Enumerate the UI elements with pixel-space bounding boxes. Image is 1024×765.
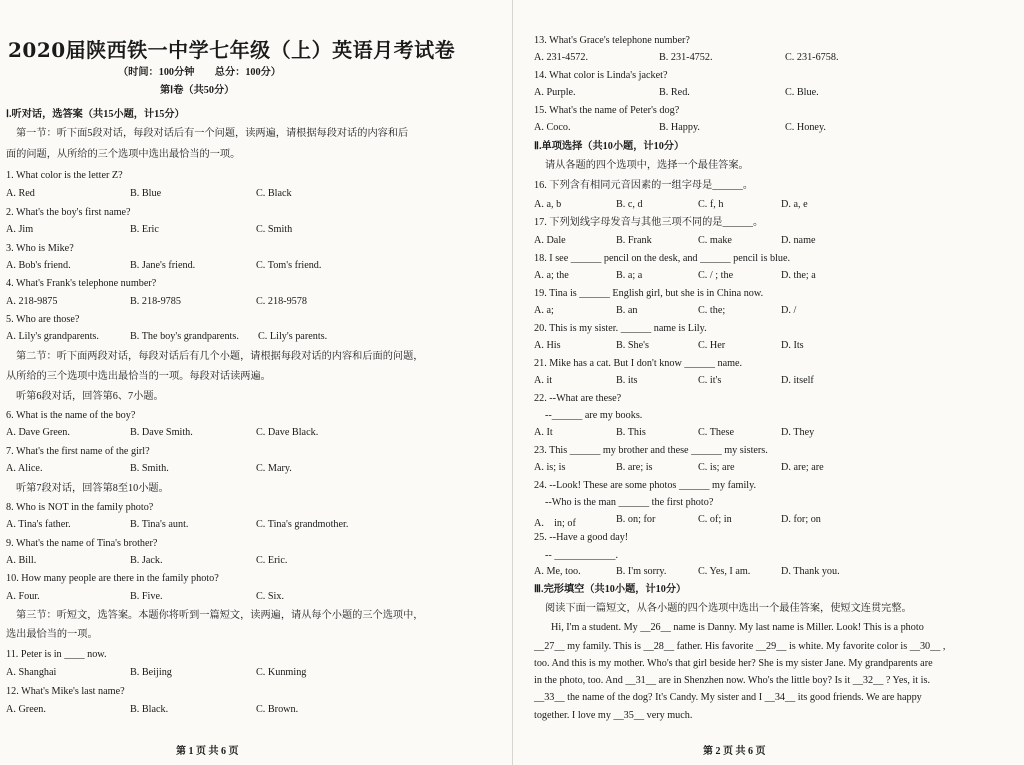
q14-option-a: A. Purple.	[534, 87, 576, 98]
q24-option-a: A. in; of	[534, 518, 576, 529]
q5-option-a: A. Lily's grandparents.	[6, 331, 99, 342]
part3-intro-1: 第三节：听短文，选答案。本题你将听到一篇短文，读两遍，请从每个小题的三个选项中，	[16, 610, 424, 621]
question-10-stem: 10. How many people are there in the family photo?	[6, 573, 219, 584]
section1-header: Ⅰ.听对话，选答案（共15小题，计15分）	[6, 109, 185, 120]
q6-option-c: C. Dave Black.	[256, 427, 319, 438]
q20-option-d: D. Its	[781, 340, 804, 351]
q8-option-b: B. Tina's aunt.	[130, 519, 189, 530]
question-1-stem: 1. What color is the letter Z?	[6, 170, 123, 181]
q25-option-b: B. I'm sorry.	[616, 566, 667, 577]
section3-intro: 阅读下面一篇短文，从各小题的四个选项中选出一个最佳答案，使短文连贯完整。	[545, 603, 912, 614]
q11-option-c: C. Kunming	[256, 667, 307, 678]
passage-line-5: __33__ the name of the dog? It's Candy. My sister and I __34__ its good friends. We are happy	[534, 692, 922, 703]
q19-option-d: D. /	[781, 305, 797, 316]
question-22-stem-2: --______ are my books.	[545, 410, 643, 421]
q24-option-d: D. for; on	[781, 514, 821, 525]
q9-option-a: A. Bill.	[6, 555, 37, 566]
q21-option-d: D. itself	[781, 375, 814, 386]
q7-option-c: C. Mary.	[256, 463, 292, 474]
q18-option-d: D. the; a	[781, 270, 816, 281]
q17-option-a: A. Dale	[534, 235, 566, 246]
q9-option-b: B. Jack.	[130, 555, 163, 566]
question-3-stem: 3. Who is Mike?	[6, 243, 74, 254]
question-21-stem: 21. Mike has a cat. But I don't know ______ name.	[534, 358, 743, 369]
exam-page-2	[512, 0, 1024, 765]
question-5-stem: 5. Who are those?	[6, 314, 80, 325]
question-11-stem: 11. Peter is in ____ now.	[6, 649, 107, 660]
question-12-stem: 12. What's Mike's last name?	[6, 686, 125, 697]
q22-option-c: C. These	[698, 427, 735, 438]
q22-option-d: D. They	[781, 427, 815, 438]
exam-title: 2020届陕西铁一中学七年级（上）英语月考试卷	[8, 38, 456, 62]
q14-option-b: B. Red.	[659, 87, 690, 98]
part2-intro-2: 从所给的三个选项中选出最恰当的一项。每段对话读两遍。	[6, 371, 271, 382]
question-16-stem: 16. 下列含有相同元音因素的一组字母是______。	[534, 180, 754, 191]
q15-option-a: A. Coco.	[534, 122, 571, 133]
question-4-stem: 4. What's Frank's telephone number?	[6, 278, 157, 289]
q25-option-d: D. Thank you.	[781, 566, 840, 577]
q4-option-b: B. 218-9785	[130, 296, 181, 307]
q4-option-a: A. 218-9875	[6, 296, 58, 307]
question-22-stem: 22. --What are these?	[534, 393, 622, 404]
q10-option-c: C. Six.	[256, 591, 285, 602]
q4-option-c: C. 218-9578	[256, 296, 307, 307]
q20-option-c: C. Her	[698, 340, 726, 351]
q23-option-b: B. are; is	[616, 462, 653, 473]
q16-option-c: C. f, h	[698, 199, 724, 210]
q12-option-c: C. Brown.	[256, 704, 299, 715]
q16-option-b: B. c, d	[616, 199, 643, 210]
q3-option-c: C. Tom's friend.	[256, 260, 322, 271]
q9-option-c: C. Eric.	[256, 555, 288, 566]
q21-option-c: C. it's	[698, 375, 722, 386]
question-15-stem: 15. What's the name of Peter's dog?	[534, 105, 680, 116]
q25-option-c: C. Yes, I am.	[698, 566, 751, 577]
section2-intro: 请从各题的四个选项中，选择一个最佳答案。	[545, 160, 749, 171]
section2-header: Ⅱ.单项选择（共10小题，计10分）	[534, 141, 685, 152]
q12-option-b: B. Black.	[130, 704, 169, 715]
q8-option-a: A. Tina's father.	[6, 519, 71, 530]
q20-option-a: A. His	[534, 340, 561, 351]
dialog-6-note: 听第6段对话，回答第6、7小题。	[16, 391, 164, 402]
question-8-stem: 8. Who is NOT in the family photo?	[6, 502, 154, 513]
question-6-stem: 6. What is the name of the boy?	[6, 410, 136, 421]
q24-option-b: B. on; for	[616, 514, 656, 525]
q21-option-a: A. it	[534, 375, 553, 386]
q13-option-c: C. 231-6758.	[785, 52, 839, 63]
q5-option-c: C. Lily's parents.	[258, 331, 328, 342]
question-25-stem: 25. --Have a good day!	[534, 532, 629, 543]
q3-option-a: A. Bob's friend.	[6, 260, 71, 271]
q16-option-a: A. a, b	[534, 199, 562, 210]
q13-option-a: A. 231-4572.	[534, 52, 589, 63]
page-2-footer: 第 2 页 共 6 页	[703, 746, 766, 757]
question-9-stem: 9. What's the name of Tina's brother?	[6, 538, 158, 549]
q19-option-c: C. the;	[698, 305, 726, 316]
q17-option-d: D. name	[781, 235, 816, 246]
q5-option-b: B. The boy's grandparents.	[130, 331, 239, 342]
question-14-stem: 14. What color is Linda's jacket?	[534, 70, 668, 81]
q23-option-d: D. are; are	[781, 462, 824, 473]
q14-option-c: C. Blue.	[785, 87, 819, 98]
q22-option-b: B. This	[616, 427, 646, 438]
question-17-stem: 17. 下列划线字母发音与其他三项不同的是______。	[534, 217, 764, 228]
q10-option-a: A. Four.	[6, 591, 40, 602]
q6-option-a: A. Dave Green.	[6, 427, 70, 438]
q19-option-a: A. a;	[534, 305, 554, 316]
q7-option-b: B. Smith.	[130, 463, 169, 474]
section3-header: Ⅲ.完形填空（共10小题，计10分）	[534, 584, 687, 595]
volume-label: 第Ⅰ卷（共50分）	[160, 85, 235, 96]
q2-option-a: A. Jim	[6, 224, 34, 235]
question-2-stem: 2. What's the boy's first name?	[6, 207, 131, 218]
q7-option-a: A. Alice.	[6, 463, 43, 474]
q17-option-b: B. Frank	[616, 235, 652, 246]
passage-line-1: Hi, I'm a student. My __26__ name is Danny. My last name is Miller. Look! This is a photo	[551, 622, 924, 633]
page-1-footer: 第 1 页 共 6 页	[176, 746, 239, 757]
exam-subtitle: （时间：100分钟 总分：100分）	[118, 67, 281, 78]
q15-option-c: C. Honey.	[785, 122, 826, 133]
q2-option-b: B. Eric	[130, 224, 159, 235]
question-20-stem: 20. This is my sister. ______ name is Lily.	[534, 323, 707, 334]
q6-option-b: B. Dave Smith.	[130, 427, 193, 438]
q22-option-a: A. It	[534, 427, 553, 438]
question-18-stem: 18. I see ______ pencil on the desk, and ______ pencil is blue.	[534, 253, 791, 264]
question-19-stem: 19. Tina is ______ English girl, but she is in China now.	[534, 288, 764, 299]
part3-intro-2: 选出最恰当的一项。	[6, 629, 98, 640]
passage-line-2: __27__ my family. This is __28__ father. His favorite __29__ is white. My favorite color is __30__ ,	[534, 641, 946, 652]
question-23-stem: 23. This ______ my brother and these ______ my sisters.	[534, 445, 768, 456]
passage-line-6: together. I love my __35__ very much.	[534, 710, 693, 721]
q18-option-a: A. a; the	[534, 270, 569, 281]
question-24-stem: 24. --Look! These are some photos ______ my family.	[534, 480, 757, 491]
q11-option-a: A. Shanghai	[6, 667, 57, 678]
passage-line-4: in the photo, too. And __31__ are in Shenzhen now. Who's the little boy? Is it __32__ ? Yes, it is.	[534, 675, 931, 686]
q16-option-d: D. a, e	[781, 199, 808, 210]
part1-intro-2: 面的问题，从所给的三个选项中选出最恰当的一项。	[6, 149, 241, 160]
q11-option-b: B. Beijing	[130, 667, 172, 678]
dialog-7-note: 听第7段对话，回答第8至10小题。	[16, 483, 169, 494]
q15-option-b: B. Happy.	[659, 122, 700, 133]
q12-option-a: A. Green.	[6, 704, 46, 715]
q23-option-c: C. is; are	[698, 462, 735, 473]
q20-option-b: B. She's	[616, 340, 649, 351]
question-7-stem: 7. What's the first name of the girl?	[6, 446, 150, 457]
q1-option-b: B. Blue	[130, 188, 162, 199]
q21-option-b: B. its	[616, 375, 638, 386]
question-25-stem-2: -- ____________.	[545, 550, 619, 561]
q10-option-b: B. Five.	[130, 591, 163, 602]
q1-option-c: C. Black	[256, 188, 292, 199]
q18-option-b: B. a; a	[616, 270, 643, 281]
q19-option-b: B. an	[616, 305, 638, 316]
q18-option-c: C. / ; the	[698, 270, 734, 281]
question-24-stem-2: --Who is the man ______ the first photo?	[545, 497, 714, 508]
part2-intro-1: 第二节：听下面两段对话，每段对话后有几个小题，请根据每段对话的内容和后面的问题，	[16, 351, 424, 362]
q23-option-a: A. is; is	[534, 462, 566, 473]
q8-option-c: C. Tina's grandmother.	[256, 519, 349, 530]
passage-line-3: too. And this is my mother. Who's that girl beside her? She is my sister Jane. My grandparents are	[534, 658, 933, 669]
q2-option-c: C. Smith	[256, 224, 293, 235]
part1-intro-1: 第一节：听下面5段对话，每段对话后有一个问题，读两遍，请根据每段对话的内容和后	[16, 128, 409, 139]
q25-option-a: A. Me, too.	[534, 566, 581, 577]
q17-option-c: C. make	[698, 235, 732, 246]
q24-option-c: C. of; in	[698, 514, 732, 525]
q13-option-b: B. 231-4752.	[659, 52, 713, 63]
q3-option-b: B. Jane's friend.	[130, 260, 196, 271]
q1-option-a: A. Red	[6, 188, 35, 199]
question-13-stem: 13. What's Grace's telephone number?	[534, 35, 690, 46]
